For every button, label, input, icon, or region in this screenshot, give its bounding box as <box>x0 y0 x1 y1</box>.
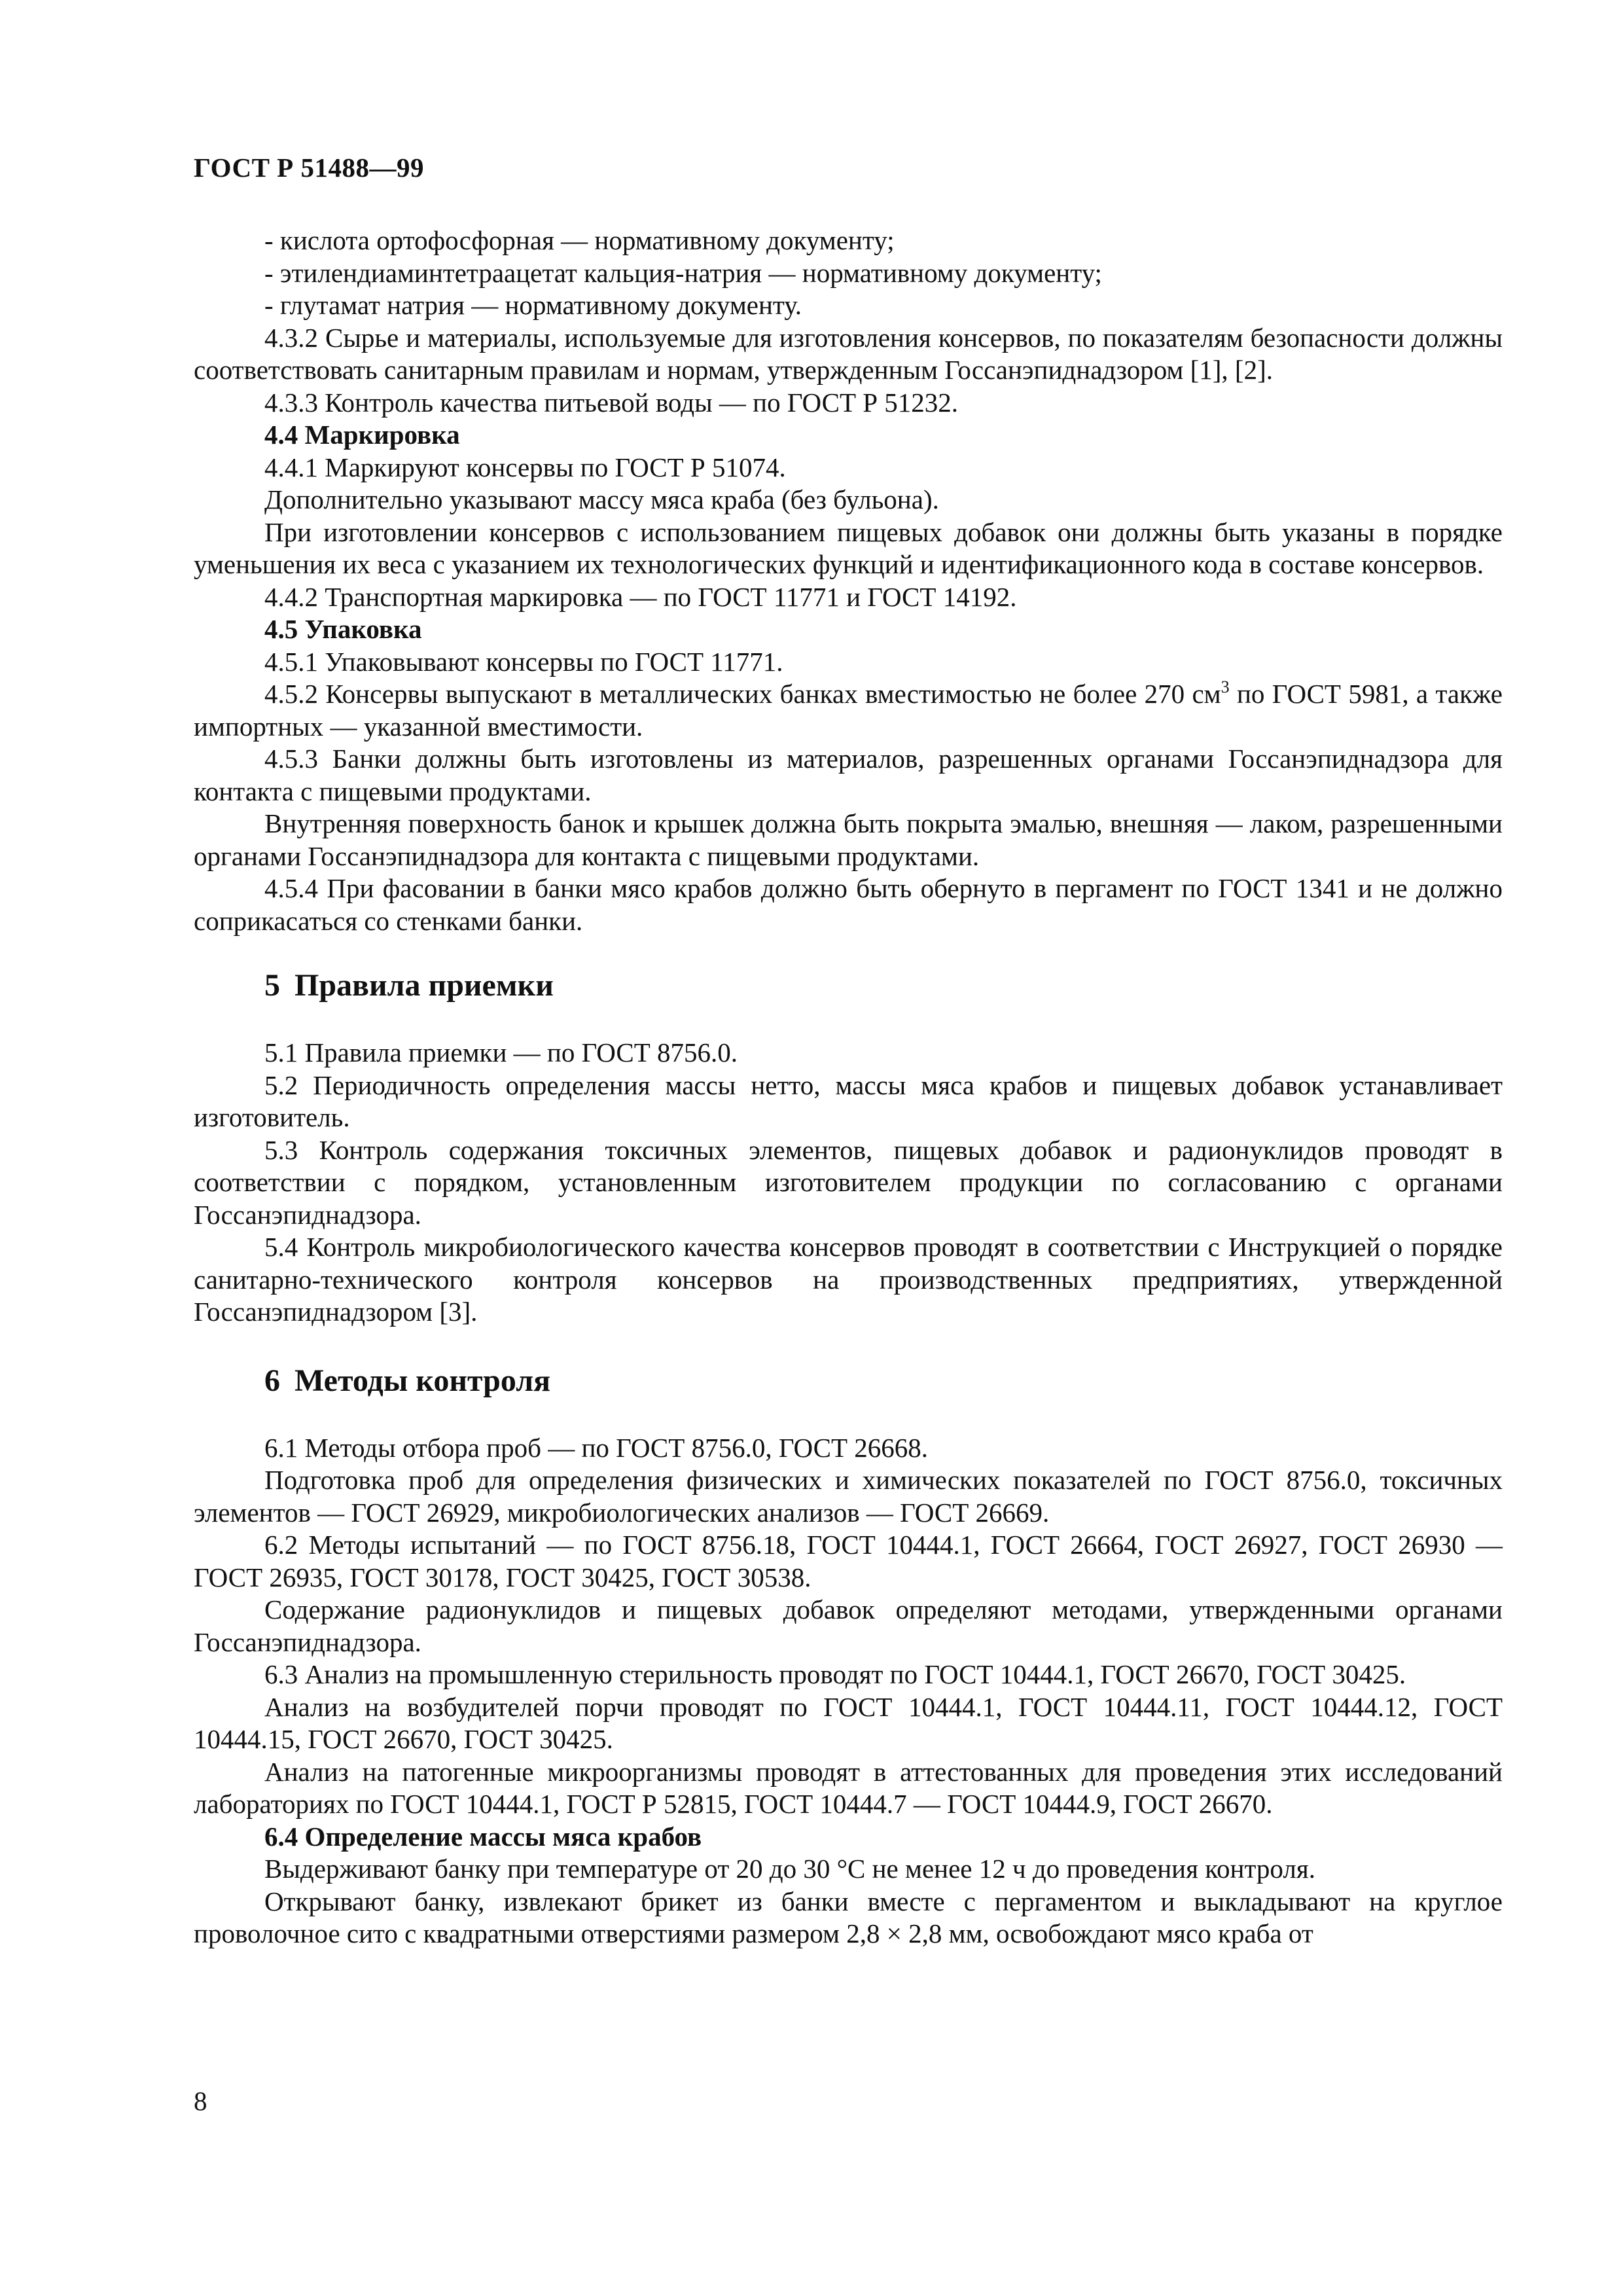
paragraph: 5.4 Контроль микробиологического качества консервов проводят в соответствии с Инструкцией о порядке санитарно-технического контроля консервов на производственных предприятиях, утвержденной Госсанэпиднадзором [3]. <box>194 1232 1503 1327</box>
paragraph: 4.5.1 Упаковывают консервы по ГОСТ 11771. <box>264 646 783 677</box>
paragraph: Анализ на возбудителей порчи проводят по ГОСТ 10444.1, ГОСТ 10444.11, ГОСТ 10444.12, ГОСТ 10444.15, ГОСТ 26670, ГОСТ 30425. <box>194 1691 1503 1754</box>
paragraph: 4.3.2 Сырье и материалы, используемые для изготовления консервов, по показателям безопасности должны соответствовать санитарным правилам и нормам, утвержденным Госсанэпиднадзором [1], [2]. <box>194 322 1503 385</box>
document-code-header: ГОСТ Р 51488—99 <box>194 152 424 183</box>
paragraph: Выдерживают банку при температуре от 20 до 30 °С не менее 12 ч до проведения контроля. <box>264 1854 1315 1884</box>
subsection-heading: 6.4 Определение массы мяса крабов <box>264 1821 702 1852</box>
paragraph: Содержание радионуклидов и пищевых добавок определяют методами, утвержденными органами Госсанэпиднадзора. <box>194 1594 1503 1657</box>
paragraph: Подготовка проб для определения физических и химических показателей по ГОСТ 8756.0, токсичных элементов — ГОСТ 26929, микробиологических анализов — ГОСТ 26669. <box>194 1465 1503 1528</box>
section-title: Методы контроля <box>294 1363 551 1398</box>
paragraph-text: 4.5.2 Консервы выпускают в металлических банках вместимостью не более 270 см <box>264 679 1221 709</box>
subsection-heading: 4.4 Маркировка <box>264 420 460 450</box>
paragraph-text: по ГОСТ 5981, а также импортных — указанной вместимости. <box>194 679 1503 742</box>
paragraph: При изготовлении консервов с использованием пищевых добавок они должны быть указаны в порядке уменьшения их веса с указанием их технологических функций и идентификационного кода в составе консервов. <box>194 516 1503 579</box>
paragraph: 4.5.4 При фасовании в банки мясо крабов должно быть обернуто в пергамент по ГОСТ 1341 и не должно соприкасаться со стенками банки. <box>194 873 1503 936</box>
paragraph: - этилендиаминтетраацетат кальция-натрия — нормативному документу; <box>264 257 1102 288</box>
document-body <box>194 224 1503 1950</box>
section-title: Правила приемки <box>294 968 554 1003</box>
paragraph: 4.5.3 Банки должны быть изготовлены из материалов, разрешенных органами Госсанэпиднадзора для контакта с пищевыми продуктами. <box>194 744 1503 806</box>
paragraph: 6.1 Методы отбора проб — по ГОСТ 8756.0, ГОСТ 26668. <box>264 1432 929 1463</box>
page-number: 8 <box>194 2086 207 2116</box>
section-heading <box>194 966 1503 1005</box>
subsection-heading: 4.5 Упаковка <box>264 614 422 644</box>
paragraph: 6.3 Анализ на промышленную стерильность проводят по ГОСТ 10444.1, ГОСТ 26670, ГОСТ 30425. <box>264 1659 1406 1689</box>
paragraph: Анализ на патогенные микроорганизмы проводят в аттестованных для проведения этих исследований лабораториях по ГОСТ 10444.1, ГОСТ Р 52815, ГОСТ 10444.7 — ГОСТ 10444.9, ГОСТ 26670. <box>194 1756 1503 1819</box>
paragraph: 5.2 Периодичность определения массы нетто, массы мяса крабов и пищевых добавок устанавливает изготовитель. <box>194 1069 1503 1132</box>
paragraph: 4.4.1 Маркируют консервы по ГОСТ Р 51074. <box>264 452 786 482</box>
paragraph: 5.3 Контроль содержания токсичных элементов, пищевых добавок и радионуклидов проводят в соответствии с порядком, установленным изготовителем продукции по согласованию с органами Госсанэпиднадзора. <box>194 1134 1503 1230</box>
section-heading <box>194 1361 1503 1401</box>
paragraph: Дополнительно указывают массу мяса краба (без бульона). <box>264 484 939 514</box>
paragraph: Внутренняя поверхность банок и крышек должна быть покрыта эмалью, внешняя — лаком, разрешенными органами Госсанэпиднадзора для контакта с пищевыми продуктами. <box>194 808 1503 871</box>
superscript: 3 <box>1221 677 1230 696</box>
section-number: 6 <box>264 1363 280 1398</box>
section-number: 5 <box>264 968 280 1003</box>
paragraph <box>194 678 1503 743</box>
paragraph: - глутамат натрия — нормативному документу. <box>264 290 802 320</box>
paragraph: 5.1 Правила приемки — по ГОСТ 8756.0. <box>264 1037 738 1067</box>
paragraph: Открывают банку, извлекают брикет из банки вместе с пергаментом и выкладывают на круглое проволочное сито с квадратными отверстиями размером 2,8 × 2,8 мм, освобождают мясо краба от <box>194 1886 1503 1948</box>
paragraph: 4.4.2 Транспортная маркировка — по ГОСТ 11771 и ГОСТ 14192. <box>264 581 1017 612</box>
paragraph: 4.3.3 Контроль качества питьевой воды — по ГОСТ Р 51232. <box>264 387 959 418</box>
paragraph: 6.2 Методы испытаний — по ГОСТ 8756.18, ГОСТ 10444.1, ГОСТ 26664, ГОСТ 26927, ГОСТ 26930 — ГОСТ 26935, ГОСТ 30178, ГОСТ 30425, ГОСТ 30538. <box>194 1530 1503 1592</box>
paragraph: - кислота ортофосфорная — нормативному документу; <box>264 225 895 255</box>
